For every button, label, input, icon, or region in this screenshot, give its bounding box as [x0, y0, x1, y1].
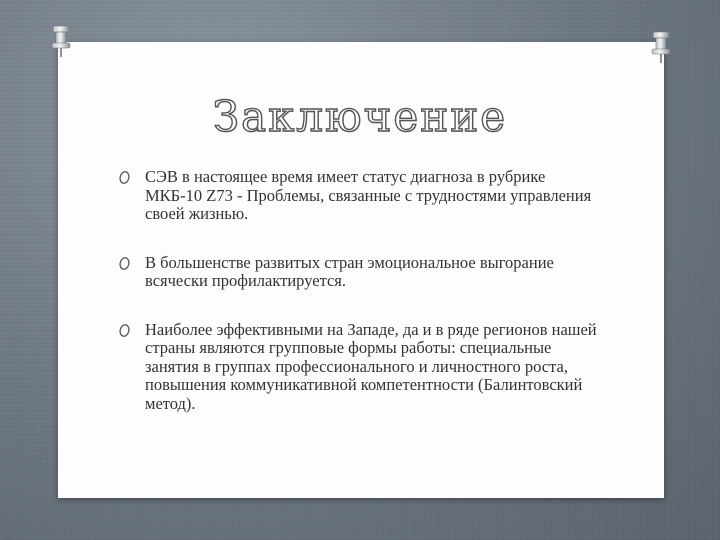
bullet-text: Наиболее эффективными на Западе, да и в ряде регионов нашей страны являются групповые формы работы: специальные занятия в группах профессионального и личностного роста, повышения коммуникативной компетентности (Балинтовский метод).	[145, 319, 597, 413]
pushpin-icon	[650, 30, 672, 64]
bullet-item	[118, 168, 598, 224]
bullet-text: В большенстве развитых стран эмоциональное выгорание всячески профилактируется.	[145, 252, 554, 290]
slide-title: Заключение	[212, 92, 508, 141]
bullet-text: СЭВ в настоящее время имеет статус диагноза в рубрике МКБ-10 Z73 - Проблемы, связанные с трудностями управления своей жизнью.	[145, 167, 592, 223]
bullet-list	[118, 168, 598, 443]
ring-bullet-icon	[118, 323, 131, 338]
ring-bullet-icon	[118, 170, 131, 185]
ring-bullet-icon	[118, 256, 131, 271]
bullet-item	[118, 321, 598, 414]
bullet-item	[118, 254, 598, 291]
pushpin-icon	[50, 24, 72, 58]
